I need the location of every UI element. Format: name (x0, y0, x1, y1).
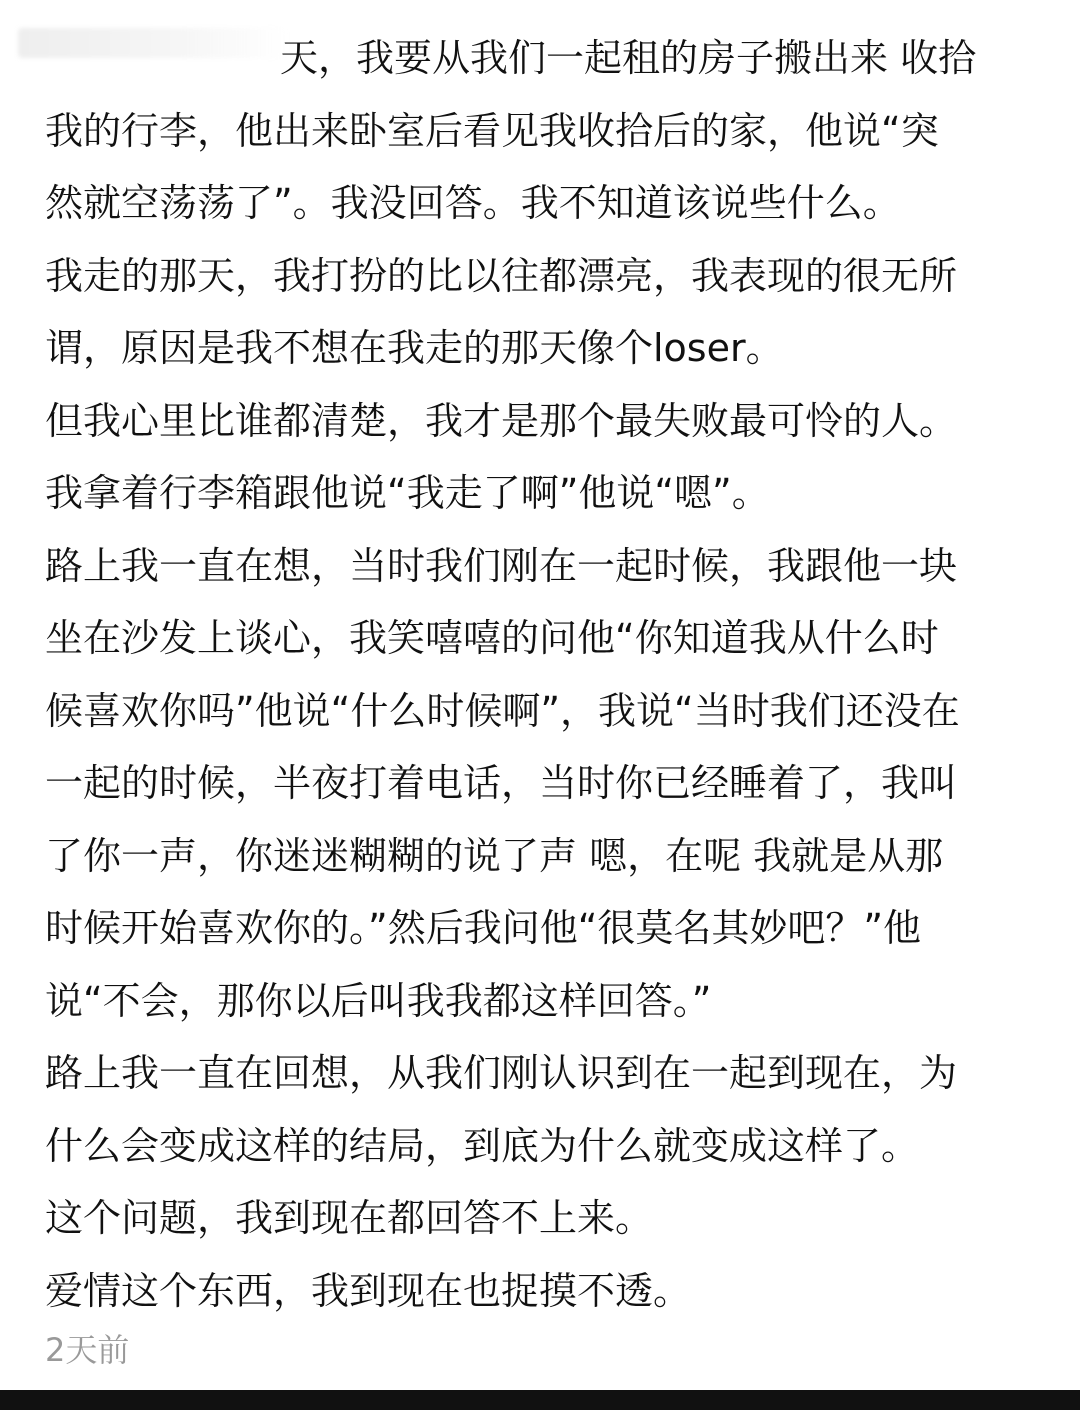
post-line-13: 时候开始喜欢你的。”然后我问他“很莫名其妙吧？”他 (45, 906, 922, 950)
bottom-bar (0, 1390, 1080, 1410)
post-line-4: 我走的那天，我打扮的比以往都漂亮，我表现的很无所 (45, 253, 958, 298)
post-line-18: 爱情这个东西，我到现在也捉摸不透。 (45, 1268, 692, 1313)
post-line-11: 一起的时候，半夜打着电话，当时你已经睡着了，我叫 (45, 761, 958, 805)
post-line-14: 说“不会，那你以后叫我我都这样回答。” (45, 978, 712, 1023)
post-line-3: 然就空荡荡了”。我没回答。我不知道该说些什么。 (45, 181, 901, 225)
post-line-17: 这个问题，我到现在都回答不上来。 (45, 1196, 654, 1240)
post-line-10: 候喜欢你吗”他说“什么时候啊”，我说“当时我们还没在 (45, 688, 960, 733)
post-line-15: 路上我一直在回想，从我们刚认识到在一起到现在，为 (45, 1051, 958, 1095)
post-line-5: 谓，原因是我不想在我走的那天像个loser。 (45, 326, 784, 370)
post-line-9: 坐在沙发上谈心，我笑嘻嘻的问他“你知道我从什么时 (45, 616, 939, 660)
post-line-6: 但我心里比谁都清楚，我才是那个最失败最可怜的人。 (45, 398, 958, 443)
post-body (45, 22, 1045, 1327)
post-line-2: 我的行李，他出来卧室后看见我收拾后的家，他说“突 (45, 108, 939, 153)
post-line-16: 什么会变成这样的结局，到底为什么就变成这样了。 (45, 1123, 920, 1168)
post-line-1: 天，我要从我们一起租的房子搬出来 收拾 (280, 36, 977, 80)
post-line-7: 我拿着行李箱跟他说“我走了啊”他说“嗯”。 (45, 471, 770, 515)
post-timestamp: 2天前 (45, 1331, 130, 1369)
post-line-8: 路上我一直在想，当时我们刚在一起时候，我跟他一块 (45, 543, 958, 588)
post-line-12: 了你一声，你迷迷糊糊的说了声 嗯，在呢 我就是从那 (45, 833, 944, 878)
